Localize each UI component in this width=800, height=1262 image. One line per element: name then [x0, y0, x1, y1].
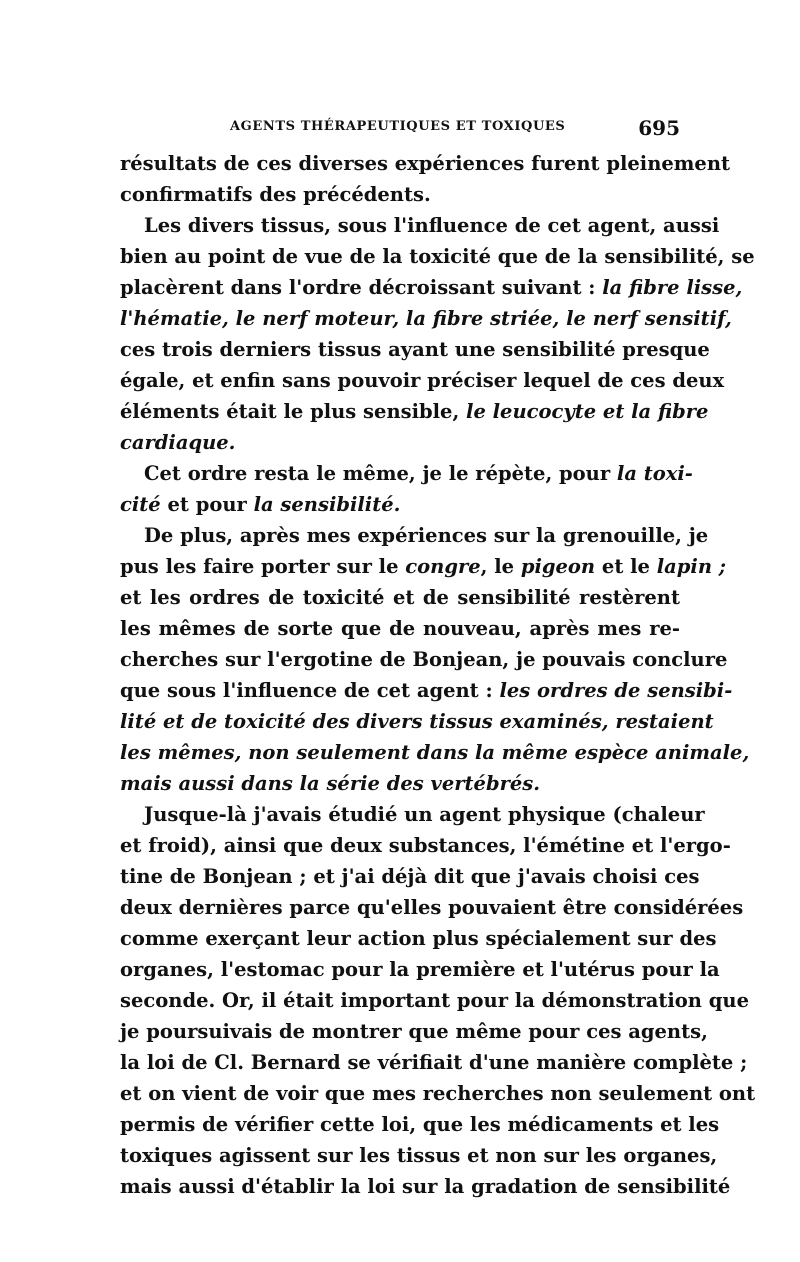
- text-line: [120, 179, 680, 210]
- text-line: [120, 1047, 748, 1078]
- text-segment: mais aussi d'établir la loi sur la gradation de sensibilité: [120, 1175, 731, 1198]
- text-segment: Les divers tissus, sous l'influence de cet agent, aussi: [144, 214, 720, 237]
- running-head: [120, 116, 680, 140]
- text-segment: permis de vérifier cette loi, que les médicaments et les: [120, 1113, 720, 1136]
- italic-text: pigeon: [520, 555, 596, 578]
- text-segment: pus les faire porter sur le: [120, 555, 406, 578]
- text-segment: Cet ordre resta le même, je le répète, pour: [144, 462, 617, 485]
- text-line: [120, 985, 749, 1016]
- italic-text: l'hématie, le nerf moteur, la fibre striée, le nerf sensitif,: [120, 307, 732, 330]
- text-segment: et le: [595, 555, 657, 578]
- italic-text: la toxi-: [616, 462, 693, 485]
- page-number: 695: [638, 116, 680, 140]
- text-line: [120, 799, 705, 830]
- text-segment: éléments était le plus sensible,: [120, 400, 467, 423]
- text-segment: placèrent dans l'ordre décroissant suivant :: [120, 276, 603, 299]
- text-segment: bien au point de vue de la toxicité que de la sensibilité, se: [120, 245, 755, 268]
- text-line: [120, 1078, 756, 1109]
- italic-text: cité: [120, 493, 161, 516]
- body-text: [120, 148, 756, 1202]
- text-segment: et on vient de voir que mes recherches non seulement ont: [120, 1082, 756, 1105]
- text-line: [120, 830, 731, 861]
- text-segment: égale, et enfin sans pouvoir préciser lequel de ces deux: [120, 369, 725, 392]
- text-line: [120, 954, 720, 985]
- italic-text: les ordres de sensibi-: [499, 679, 733, 702]
- text-line: [120, 210, 720, 241]
- text-line: [120, 334, 710, 365]
- text-segment: comme exerçant leur action plus spécialement sur des: [120, 927, 717, 950]
- italic-text: la fibre lisse,: [602, 276, 743, 299]
- text-line: [120, 272, 743, 303]
- text-segment: et pour: [160, 493, 254, 516]
- text-line: [120, 644, 728, 675]
- text-line: [120, 892, 744, 923]
- text-line: [120, 582, 680, 613]
- italic-text: mais aussi dans la série des vertébrés.: [120, 772, 541, 795]
- text-line: [120, 768, 680, 799]
- running-title: AGENTS THÉRAPEUTIQUES ET TOXIQUES: [230, 119, 566, 134]
- text-segment: , le: [480, 555, 521, 578]
- text-line: [120, 1016, 708, 1047]
- text-segment: résultats de ces diverses expériences furent pleinement: [120, 152, 731, 175]
- text-segment: je poursuivais de montrer que même pour ces agents,: [120, 1020, 708, 1043]
- text-segment: organes, l'estomac pour la première et l'utérus pour la: [120, 958, 720, 981]
- text-line: [120, 706, 714, 737]
- text-line: [120, 923, 717, 954]
- text-segment: toxiques agissent sur les tissus et non sur les organes,: [120, 1144, 718, 1167]
- text-line: [120, 520, 709, 551]
- italic-text: lapin ;: [656, 555, 726, 578]
- text-segment: cherches sur l'ergotine de Bonjean, je pouvais conclure: [120, 648, 728, 671]
- text-line: [120, 396, 709, 427]
- text-line: [120, 241, 755, 272]
- text-segment: seconde. Or, il était important pour la démonstration que: [120, 989, 749, 1012]
- text-segment: et froid), ainsi que deux substances, l'émétine et l'ergo-: [120, 834, 731, 857]
- text-line: [120, 861, 700, 892]
- text-line: [120, 489, 680, 520]
- text-segment: confirmatifs des précédents.: [120, 183, 431, 206]
- italic-text: les mêmes, non seulement dans la même espèce animale,: [120, 741, 750, 764]
- text-line: [120, 148, 731, 179]
- text-segment: deux dernières parce qu'elles pouvaient être considérées: [120, 896, 744, 919]
- text-line: [120, 737, 750, 768]
- text-line: [120, 1140, 718, 1171]
- text-segment: ces trois derniers tissus ayant une sensibilité presque: [120, 338, 710, 361]
- text-line: [120, 1109, 720, 1140]
- italic-text: la sensibilité.: [253, 493, 401, 516]
- text-segment: et les ordres de toxicité et de sensibilité restèrent: [120, 586, 680, 609]
- text-segment: que sous l'influence de cet agent :: [120, 679, 500, 702]
- text-line: [120, 613, 680, 644]
- text-line: [120, 303, 732, 334]
- italic-text: le leucocyte et la fibre: [466, 400, 709, 423]
- text-segment: les mêmes de sorte que de nouveau, après mes re-: [120, 617, 680, 640]
- text-line: [120, 551, 726, 582]
- italic-text: cardiaque.: [120, 431, 236, 454]
- text-line: [120, 675, 733, 706]
- italic-text: congre: [405, 555, 481, 578]
- text-line: [120, 458, 693, 489]
- text-segment: la loi de Cl. Bernard se vérifiait d'une manière complète ;: [120, 1051, 748, 1074]
- text-line: [120, 365, 725, 396]
- text-line: [120, 427, 680, 458]
- text-segment: De plus, après mes expériences sur la grenouille, je: [144, 524, 709, 547]
- text-line: [120, 1171, 731, 1202]
- text-segment: Jusque-là j'avais étudié un agent physique (chaleur: [144, 803, 705, 826]
- text-segment: tine de Bonjean ; et j'ai déjà dit que j'avais choisi ces: [120, 865, 700, 888]
- italic-text: lité et de toxicité des divers tissus examinés, restaient: [120, 710, 714, 733]
